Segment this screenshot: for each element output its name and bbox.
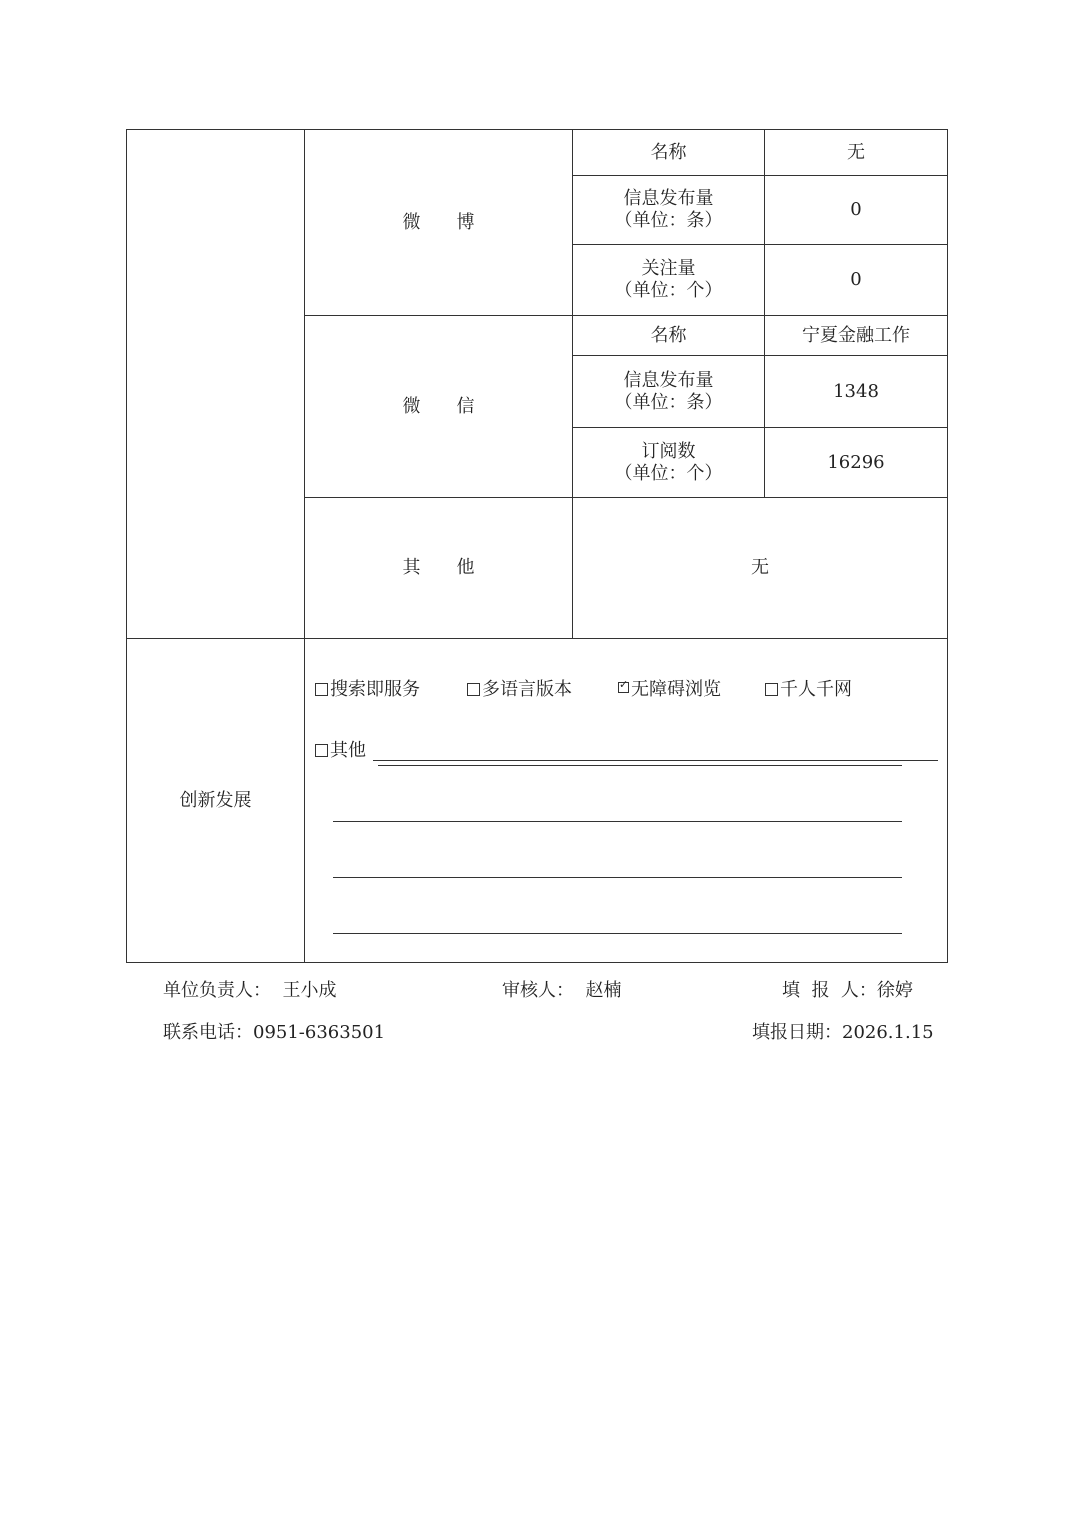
checkbox-icon[interactable] [315, 744, 328, 757]
weibo-posts-value: 0 [850, 199, 862, 220]
footer-phone: 联系电话：0951-6363501 [163, 1022, 386, 1043]
wechat-posts-value: 1348 [833, 380, 879, 402]
wechat-subs-value: 16296 [827, 451, 885, 473]
checkbox-icon[interactable] [315, 683, 328, 696]
footer-date: 填报日期：2026.1.15 [752, 1022, 934, 1043]
footer-reviewer: 审核人： 赵楠 [502, 980, 622, 1001]
checkbox-icon[interactable] [765, 683, 778, 696]
checked-checkbox-icon[interactable] [618, 682, 629, 693]
checkbox-icon[interactable] [467, 683, 480, 696]
option-personalized[interactable] [765, 679, 852, 701]
other-value: 无 [751, 557, 769, 578]
wechat-label: 微 信 [402, 395, 475, 417]
other-fill-line[interactable] [333, 821, 902, 822]
option-other[interactable] [315, 740, 366, 762]
option-accessibility[interactable] [618, 679, 721, 701]
other-fill-line[interactable] [378, 765, 902, 766]
innovation-label: 创新发展 [179, 789, 252, 811]
wechat-posts-label: 信息发布量 （单位：条） [614, 369, 723, 413]
other-fill-line[interactable] [373, 760, 938, 761]
weibo-name-value: 无 [847, 141, 865, 163]
option-label: 搜索即服务 [330, 679, 420, 700]
option-label: 多语言版本 [482, 679, 572, 700]
option-search-service[interactable] [315, 679, 420, 701]
footer-filler: 填 报 人：徐婷 [782, 980, 913, 1001]
other-fill-line[interactable] [333, 877, 902, 878]
weibo-posts-label: 信息发布量 （单位：条） [614, 188, 723, 231]
footer-leader: 单位负责人： 王小成 [163, 980, 337, 1001]
wechat-subs-label: 订阅数 （单位：个） [614, 440, 723, 484]
option-multilingual[interactable] [467, 679, 572, 701]
weibo-label: 微 博 [402, 211, 475, 233]
wechat-name-label: 名称 [650, 324, 687, 346]
option-label: 其他 [330, 740, 366, 761]
weibo-follows-value: 0 [850, 269, 862, 290]
weibo-follows-label: 关注量 （单位：个） [614, 258, 723, 301]
other-fill-line[interactable] [333, 933, 902, 934]
wechat-name-value: 宁夏金融工作 [802, 324, 910, 346]
option-label: 无障碍浏览 [631, 679, 721, 700]
option-label: 千人千网 [780, 679, 852, 700]
weibo-name-label: 名称 [650, 141, 687, 163]
other-label: 其 他 [402, 557, 475, 578]
